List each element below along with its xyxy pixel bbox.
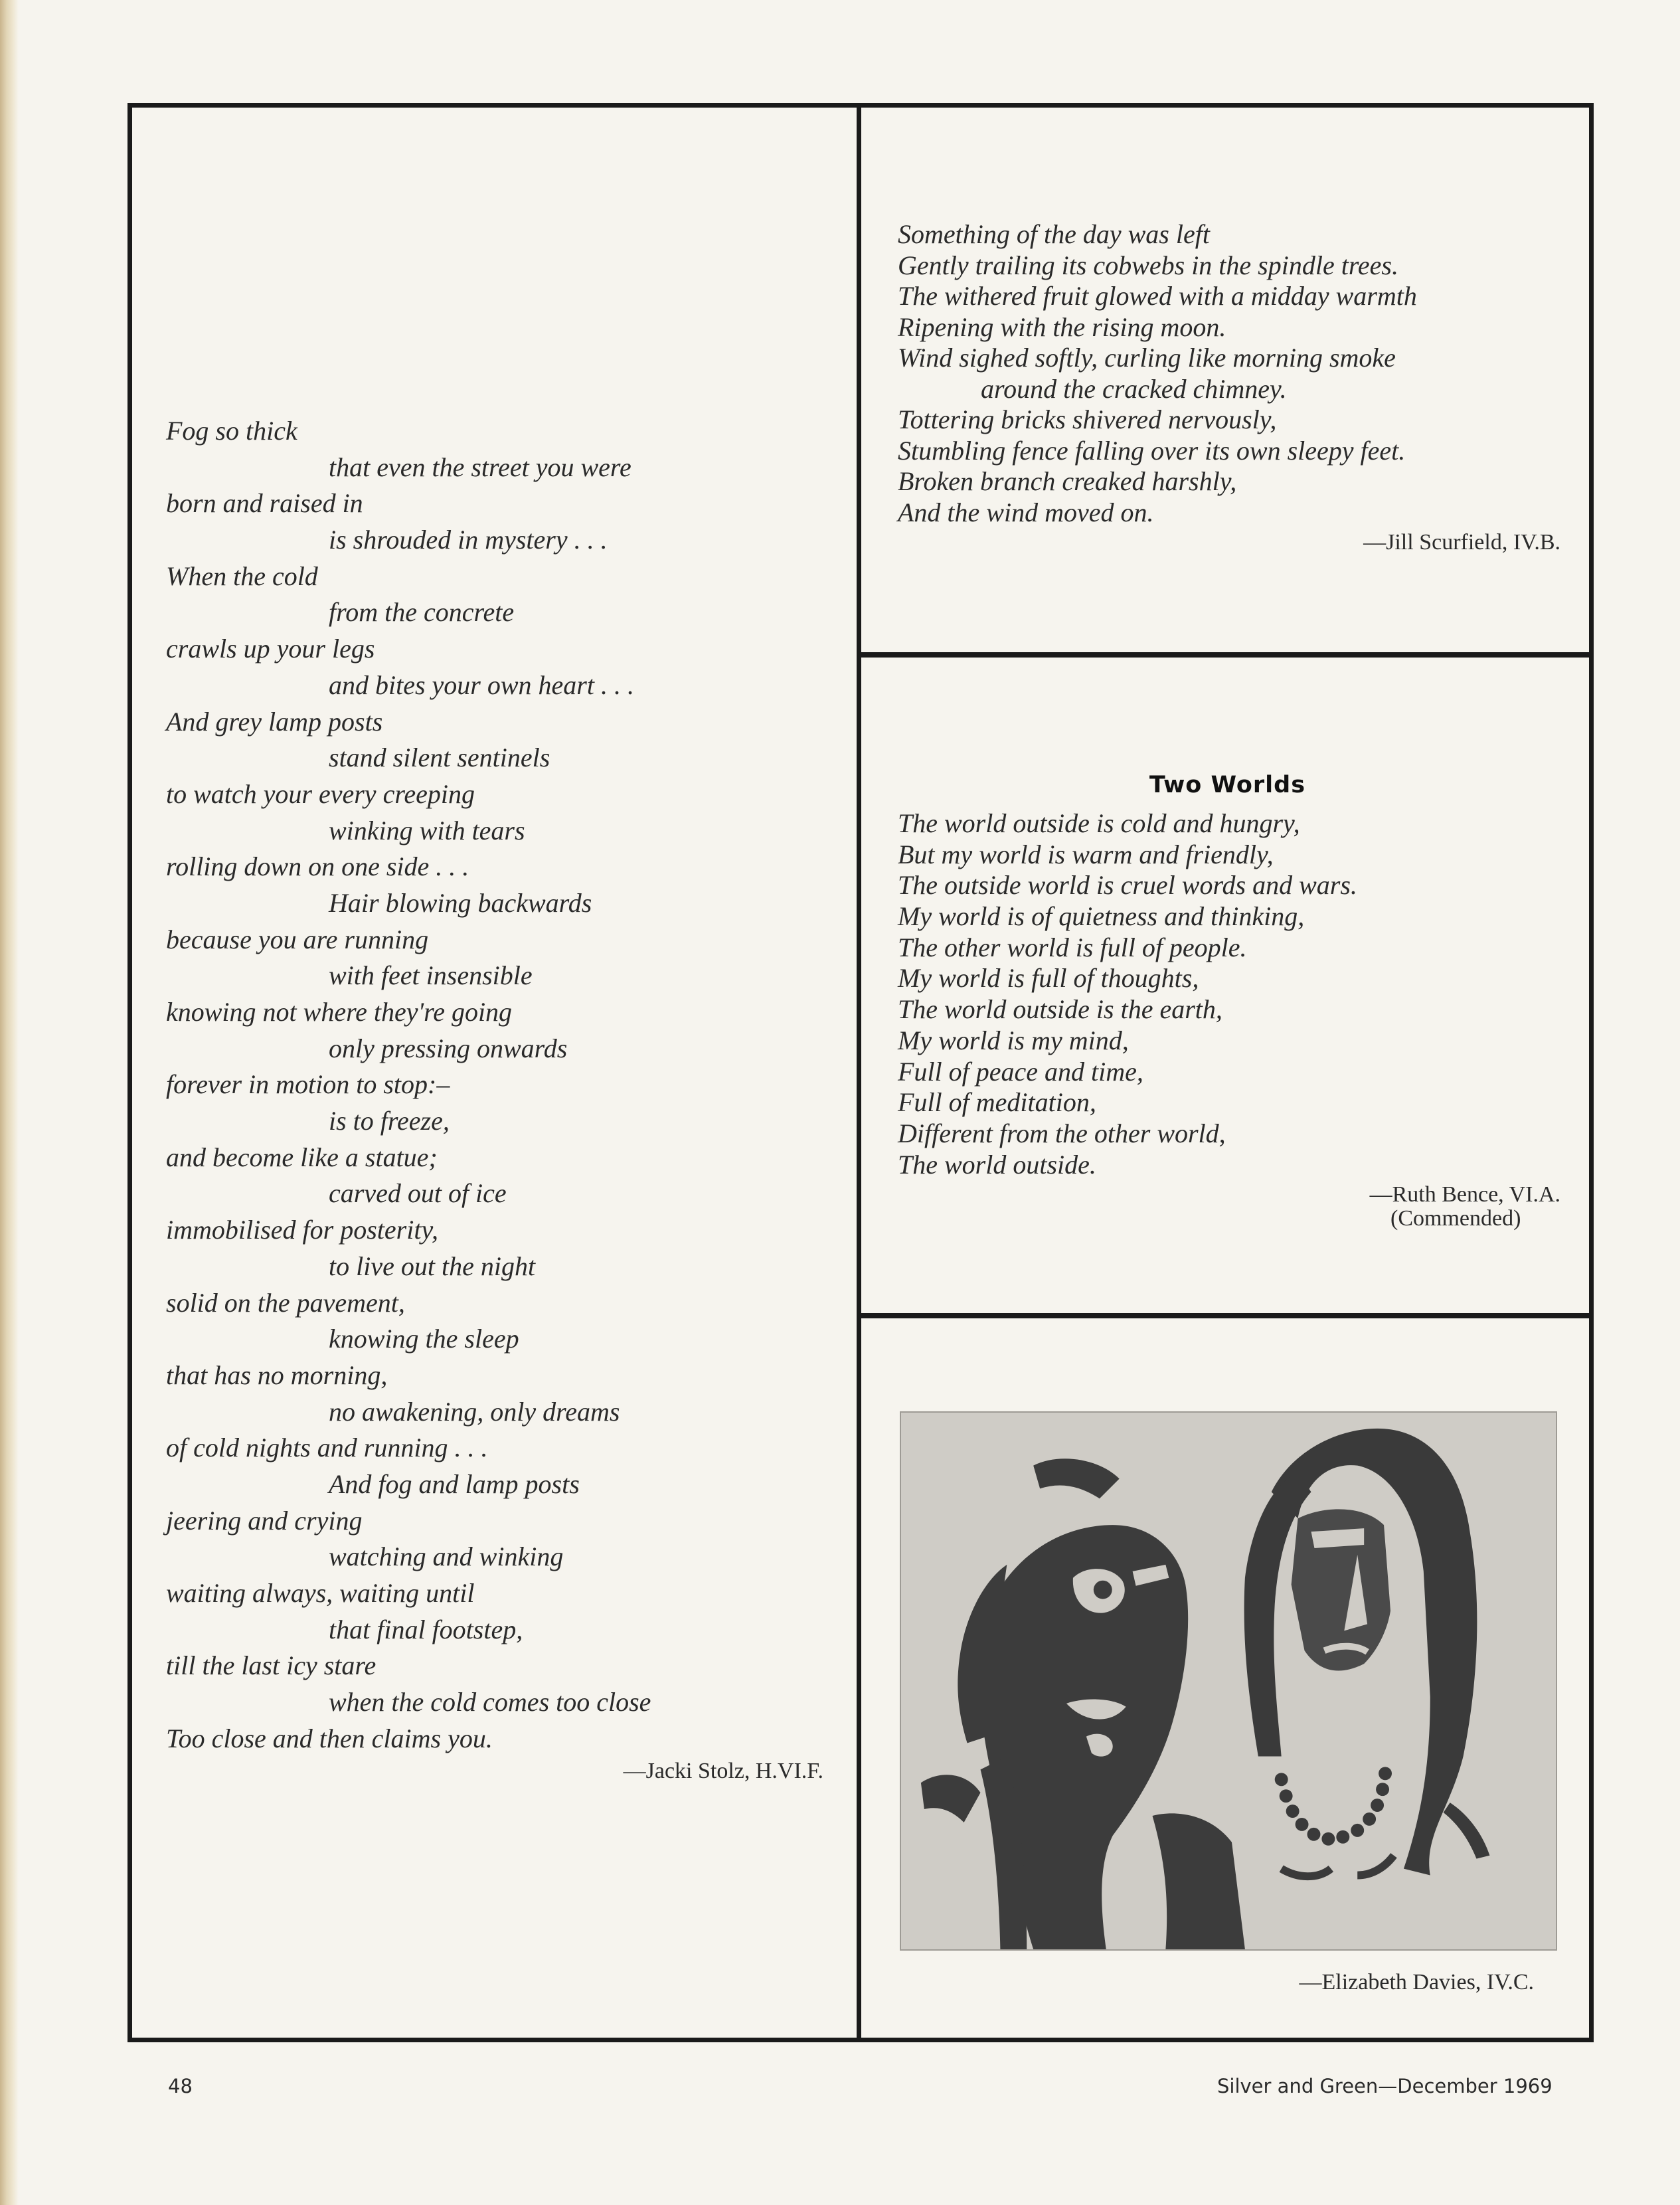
page-spine-edge (0, 0, 19, 2205)
poem-line: And fog and lamp posts (329, 1468, 580, 1499)
poem-line: And grey lamp posts (166, 706, 383, 737)
poem-two-worlds-title: Two Worlds (1149, 772, 1306, 798)
poem-line: Ripening with the rising moon. (898, 311, 1226, 342)
poem-line: and bites your own heart . . . (329, 669, 634, 700)
poem-line: The other world is full of people. (898, 932, 1247, 962)
poem-line: But my world is warm and friendly, (898, 839, 1274, 869)
poem-line: no awakening, only dreams (329, 1396, 620, 1427)
poem-line: that has no morning, (166, 1360, 388, 1390)
artwork-two-faces (900, 1411, 1557, 1951)
poem-line: immobilised for posterity, (166, 1215, 438, 1245)
poem-line: The world outside is cold and hungry, (898, 808, 1300, 838)
poem-day (898, 219, 1562, 528)
poem-line: knowing not where they're going (166, 997, 513, 1027)
poem-line: because you are running (166, 924, 429, 954)
poem-line: My world is full of thoughts, (898, 963, 1199, 994)
poem-line: Something of the day was left (898, 219, 1210, 249)
poem-line: The outside world is cruel words and wars. (898, 870, 1357, 901)
poem-line: to live out the night (329, 1251, 536, 1281)
poem-fog (166, 413, 843, 1757)
poem-line: from the concrete (329, 597, 515, 628)
page-number: 48 (168, 2075, 193, 2097)
poem-line: with feet insensible (329, 960, 533, 991)
poem-two-worlds-credit: —Ruth Bence, VI.A. (1369, 1182, 1560, 1207)
poem-day-credit: —Jill Scurfield, IV.B. (1363, 530, 1560, 555)
poem-line: jeering and crying (166, 1505, 363, 1536)
poem-line: rolling down on one side . . . (166, 851, 469, 882)
poem-line: solid on the pavement, (166, 1287, 405, 1318)
poem-line: born and raised in (166, 488, 363, 519)
poem-line: stand silent sentinels (329, 743, 550, 773)
poem-line: waiting always, waiting until (166, 1578, 475, 1608)
poem-line: knowing the sleep (329, 1324, 519, 1354)
poem-line: of cold nights and running . . . (166, 1433, 488, 1463)
poem-line: When the cold (166, 561, 318, 591)
poem-line: to watch your every creeping (166, 778, 475, 809)
section-divider-bottom (861, 1313, 1594, 1318)
poem-line: My world is of quietness and thinking, (898, 901, 1305, 932)
poem-line: Broken branch creaked harshly, (898, 466, 1237, 496)
poem-line: Too close and then claims you. (166, 1723, 493, 1753)
poem-line: My world is my mind, (898, 1025, 1129, 1055)
poem-line: winking with tears (329, 815, 525, 845)
two-faces-drawing (901, 1413, 1556, 1949)
poem-line: The world outside. (898, 1149, 1096, 1180)
poem-line: Gently trailing its cobwebs in the spindle trees. (898, 250, 1398, 280)
artwork-credit: —Elizabeth Davies, IV.C. (1299, 1970, 1534, 1994)
poem-line: crawls up your legs (166, 634, 375, 664)
column-divider (857, 103, 861, 2042)
poem-line: forever in motion to stop:– (166, 1069, 450, 1100)
poem-line: carved out of ice (329, 1178, 507, 1209)
poem-line: till the last icy stare (166, 1650, 377, 1681)
section-divider-top (861, 652, 1594, 658)
poem-line: that even the street you were (329, 452, 631, 482)
poem-line: Fog so thick (166, 416, 297, 446)
poem-line: Full of peace and time, (898, 1056, 1143, 1087)
poem-line: watching and winking (329, 1542, 564, 1572)
poem-line: Wind sighed softly, curling like morning smoke (898, 343, 1396, 373)
publication-footer: Silver and Green—December 1969 (1217, 2075, 1553, 2097)
poem-line: The world outside is the earth, (898, 994, 1222, 1025)
poem-line: Hair blowing backwards (329, 887, 592, 918)
poem-line: that final footstep, (329, 1614, 523, 1644)
poem-line: around the cracked chimney. (981, 373, 1287, 404)
poem-two-worlds-credit-note: (Commended) (1390, 1206, 1521, 1231)
poem-two-worlds (898, 808, 1562, 1180)
poem-line: is to freeze, (329, 1106, 450, 1136)
poem-line: is shrouded in mystery . . . (329, 525, 608, 555)
poem-line: Stumbling fence falling over its own sleepy feet. (898, 435, 1406, 466)
poem-line: And the wind moved on. (898, 497, 1154, 527)
poem-line: Tottering bricks shivered nervously, (898, 404, 1277, 434)
poem-fog-credit: —Jacki Stolz, H.VI.F. (623, 1759, 823, 1783)
poem-line: when the cold comes too close (329, 1687, 651, 1718)
poem-line: and become like a statue; (166, 1142, 438, 1172)
poem-line: The withered fruit glowed with a midday warmth (898, 281, 1417, 311)
poem-line: only pressing onwards (329, 1033, 568, 1063)
poem-line: Full of meditation, (898, 1087, 1096, 1118)
poem-line: Different from the other world, (898, 1118, 1226, 1148)
